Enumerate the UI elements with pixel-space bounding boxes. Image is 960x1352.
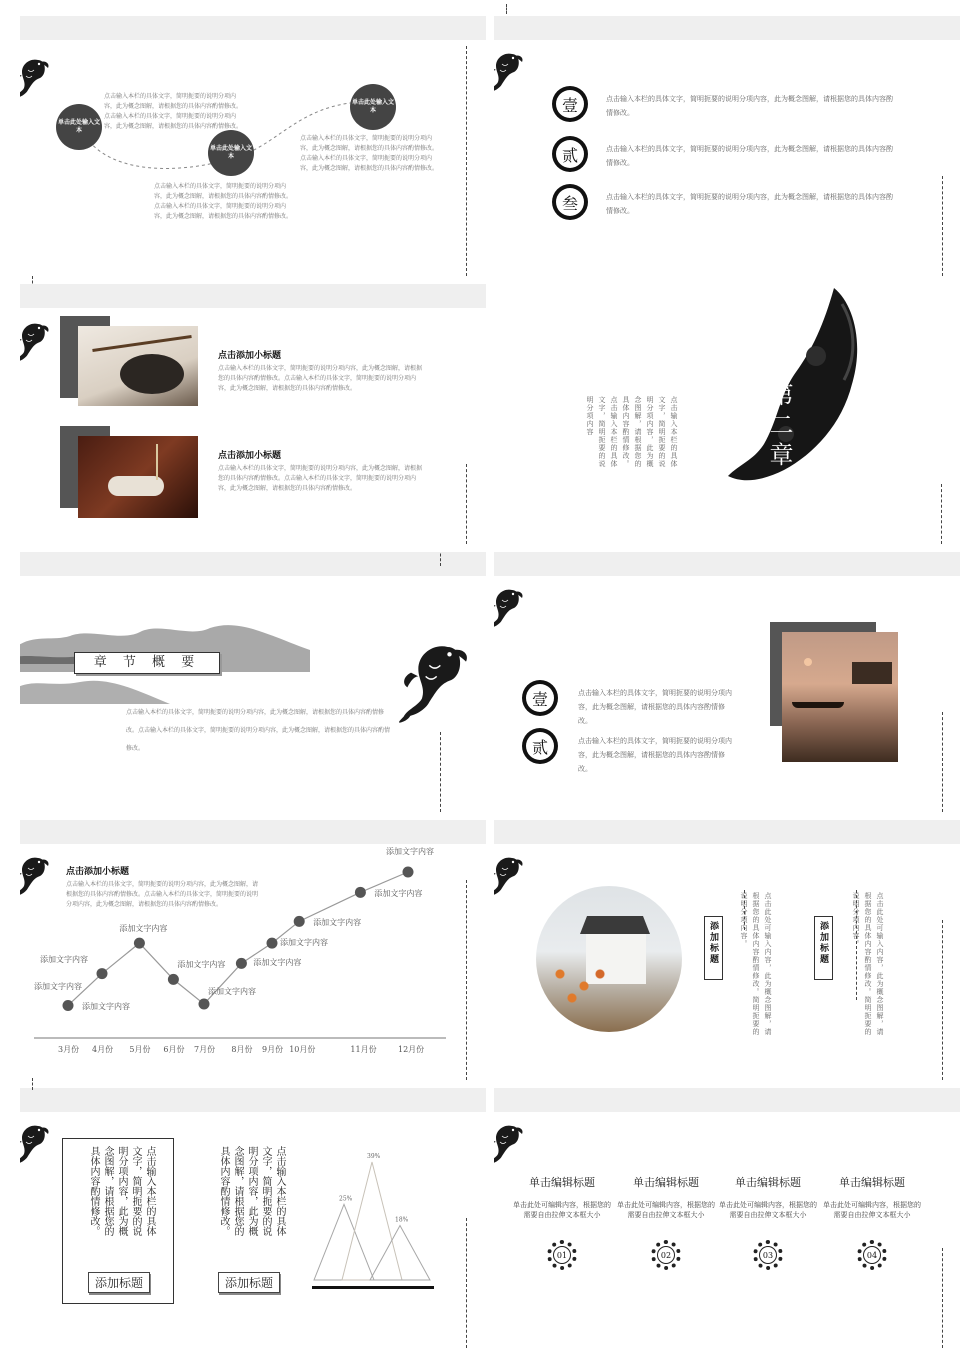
numeral-badge-3: [552, 184, 588, 220]
dashed-divider: [466, 46, 467, 276]
slide-top-bar: [20, 16, 486, 40]
badge-text-1: 点击输入本栏的具体文字，简明扼要的说明分项内容，此为概念图解，请根据您的具体内容酌情修改。: [606, 95, 893, 117]
data-point[interactable]: [63, 1000, 74, 1011]
chapter-title: 第二章: [765, 382, 793, 472]
slide-5[interactable]: [20, 552, 486, 812]
triangle-mark: [314, 1204, 374, 1280]
dashed-divider: [942, 1248, 943, 1348]
column-text-3: 单击此处可编辑内容，根据您的需要自由拉伸文本框大小: [719, 1201, 817, 1219]
x-tick-label: 5月份: [129, 1045, 151, 1054]
slide-2[interactable]: [494, 16, 960, 276]
section-title: 章 节 概 要: [93, 655, 201, 670]
line-chart: [20, 820, 486, 1080]
title-tag-1[interactable]: 添加标题: [704, 916, 723, 980]
vertical-text-1: 点击输入本栏的具体文字，简明扼要的说明分项内容，此为概念图解，请根据您的具体内容酌情修改。: [88, 1146, 155, 1236]
slide-top-bar: [20, 552, 486, 576]
numeral-char: 壹: [556, 90, 584, 118]
point-label: 添加文字内容: [280, 938, 328, 948]
number-ring-3: [753, 1240, 783, 1270]
process-node-label: 单击此处输入文本: [57, 119, 100, 134]
triangle-chart: [310, 1148, 440, 1294]
numeral-badge-2: [522, 728, 558, 764]
triangle-label: 25%: [339, 1195, 353, 1203]
chart-subtitle: 点击添加小标题: [66, 867, 130, 877]
triangle-label: 39%: [367, 1153, 381, 1160]
tag-text-2: 点击此处可输入内容，此为概念图解，请根据您的具体内容酌情修改。简明扼要的说明分项内容。: [852, 892, 884, 1036]
numeral-char: 叁: [556, 188, 584, 216]
column-text-1: 单击此处可编辑内容，根据您的需要自由拉伸文本框大小: [513, 1201, 611, 1219]
subtitle-text-1: 点击输入本栏的具体文字，简明扼要的说明分项内容，此为概念图解，请根据您的具体内容酌情修改。点击输入本栏的具体文字，简明扼要的说明分项内容，此为概念图解，请根据您的具体内容酌情修改。: [218, 365, 423, 392]
title-tag-2[interactable]: 添加标题: [218, 1272, 280, 1293]
x-tick-label: 6月份: [163, 1045, 185, 1054]
number-label: 01: [553, 1246, 571, 1264]
badge-text-2: 点击输入本栏的具体文字，简明扼要的说明分项内容，此为概念图解，请根据您的具体内容酌情修改。: [578, 737, 732, 773]
dashed-divider: [466, 880, 467, 1080]
data-point[interactable]: [403, 867, 414, 878]
title-tag-1[interactable]: 添加标题: [88, 1272, 150, 1293]
slide-top-bar: [494, 820, 960, 844]
x-tick-label: 8月份: [231, 1045, 253, 1054]
koi-fish-icon: [20, 54, 50, 102]
slide-10[interactable]: [494, 1088, 960, 1348]
point-label: 添加文字内容: [208, 987, 256, 997]
number-ring-4: [857, 1240, 887, 1270]
process-node-label: 单击此处输入文本: [351, 99, 394, 114]
column-title-3: 单击编辑标题: [735, 1176, 801, 1189]
slide-8[interactable]: [494, 820, 960, 1080]
dashed-divider: [440, 552, 441, 566]
vertical-text-2: 点击输入本栏的具体文字，简明扼要的说明分项内容，此为概念图解，请根据您的具体内容酌情修改。: [218, 1146, 285, 1236]
slide-4[interactable]: [494, 284, 960, 544]
chapter-vertical-text: 点击输入本栏的具体文字，简明扼要的说明分项内容，此为概念图解，请根据您的具体内容酌情修改。点击输入本栏的具体文字，简明扼要的说明分项内容: [586, 396, 678, 468]
dashed-divider: [440, 732, 441, 812]
koi-fish-icon: [20, 1120, 50, 1168]
x-tick-label: 3月份: [58, 1045, 80, 1054]
point-label: 添加文字内容: [82, 1002, 130, 1012]
numeral-char: 贰: [526, 732, 554, 760]
point-label: 添加文字内容: [374, 889, 423, 899]
point-label: 添加文字内容: [40, 954, 88, 964]
slide-top-bar: [20, 284, 486, 308]
dashed-divider: [856, 890, 857, 1000]
slide-1[interactable]: [20, 16, 486, 276]
point-label: 添加文字内容: [313, 918, 362, 928]
slide-top-bar: [494, 552, 960, 576]
column-text-4: 单击此处可编辑内容，根据您的需要自由拉伸文本框大小: [823, 1201, 921, 1219]
triangle-label: 18%: [395, 1216, 409, 1224]
slide-9[interactable]: [20, 1088, 486, 1348]
slide-7[interactable]: [20, 820, 486, 1080]
slide-top-bar: [20, 1088, 486, 1112]
numeral-char: 贰: [556, 140, 584, 168]
process-node-2[interactable]: [208, 130, 254, 176]
brush-photo: [78, 326, 198, 406]
process-text-2: 点击输入本栏的具体文字，简明扼要的说明分项内容，此为概念图解，请根据您的具体内容酌情修改。点击输入本栏的具体文字，简明扼要的说明分项内容，此为概念图解，请根据您的具体内容酌情修改。: [154, 183, 293, 220]
koi-fish-icon: [494, 1120, 524, 1168]
ink-stone: [120, 354, 184, 394]
data-point[interactable]: [199, 999, 210, 1010]
x-tick-label: 11月份: [350, 1045, 377, 1054]
numeral-badge-1: [522, 680, 558, 716]
process-node-3[interactable]: [350, 84, 396, 130]
point-label: 添加文字内容: [253, 958, 302, 968]
data-point[interactable]: [236, 958, 247, 969]
incense-stick: [156, 444, 158, 480]
number-label: 04: [863, 1246, 881, 1264]
process-node-label: 单击此处输入文本: [209, 145, 252, 160]
slide-top-bar: [494, 16, 960, 40]
number-label: 03: [759, 1246, 777, 1264]
point-label: 添加文字内容: [119, 924, 168, 934]
number-label: 02: [657, 1246, 675, 1264]
boat: [792, 702, 844, 708]
x-tick-label: 9月份: [262, 1045, 284, 1054]
badge-text-3: 点击输入本栏的具体文字，简明扼要的说明分项内容，此为概念图解，请根据您的具体内容酌情修改。: [606, 193, 893, 215]
data-point[interactable]: [134, 938, 145, 949]
x-tick-label: 7月份: [194, 1045, 216, 1054]
sunset-lake-photo: [782, 632, 898, 762]
sun: [804, 658, 812, 666]
number-ring-1: [547, 1240, 577, 1270]
brush: [92, 335, 191, 352]
koi-fish-icon: [494, 852, 524, 900]
chart-subtitle-text: 点击输入本栏的具体文字，简明扼要的说明分项内容，此为概念图解，请根据您的具体内容酌情修改。点击输入本栏的具体文字，简明扼要的说明分项内容，此为概念图解，请根据您的具体内容酌情修改。: [66, 881, 259, 908]
process-text-1: 点击输入本栏的具体文字，简明扼要的说明分项内容，此为概念图解，请根据您的具体内容酌情修改。点击输入本栏的具体文字，简明扼要的说明分项内容，此为概念图解，请根据您的具体内容酌情修改。: [104, 93, 243, 130]
data-point[interactable]: [355, 887, 366, 898]
dashed-divider: [941, 484, 942, 544]
section-text: 点击输入本栏的具体文字，简明扼要的说明分项内容，此为概念图解，请根据您的具体内容酌情修改。点击输入本栏的具体文字，简明扼要的说明分项内容，此为概念图解，请根据您的具体内容酌情修改。: [126, 709, 391, 752]
point-label: 添加文字内容: [177, 960, 226, 970]
section-title-box: [74, 652, 220, 674]
dashed-divider: [942, 712, 943, 812]
numeral-badge-1: [552, 86, 588, 122]
koi-fish-icon: [494, 48, 524, 96]
slide-top-bar: [494, 1088, 960, 1112]
x-tick-label: 10月份: [289, 1045, 316, 1054]
data-point[interactable]: [168, 974, 179, 985]
roof: [580, 916, 650, 934]
koi-fish-icon: [20, 318, 50, 366]
slide-marker: [32, 1078, 33, 1090]
numeral-badge-2: [552, 136, 588, 172]
slide-marker: [506, 4, 507, 14]
incense-photo: [78, 436, 198, 518]
subtitle-1: 点击添加小标题: [218, 351, 282, 361]
column-text-2: 单击此处可编辑内容，根据您的需要自由拉伸文本框大小: [617, 1201, 715, 1219]
koi-fish-icon: [396, 636, 470, 724]
dashed-divider: [942, 176, 943, 276]
tag-text-1: 点击此处可输入内容，此为概念图解，请根据您的具体内容酌情修改。简明扼要的说明分项内容。: [740, 892, 772, 1036]
koi-fish-icon: [494, 584, 524, 632]
dashed-divider: [744, 890, 745, 930]
title-tag-2[interactable]: 添加标题: [814, 916, 833, 980]
column-title-2: 单击编辑标题: [633, 1176, 699, 1189]
data-point[interactable]: [97, 968, 108, 979]
process-text-3: 点击输入本栏的具体文字，简明扼要的说明分项内容，此为概念图解，请根据您的具体内容酌情修改。点击输入本栏的具体文字，简明扼要的说明分项内容，此为概念图解，请根据您的具体内容酌情修改。: [300, 135, 439, 172]
dashed-divider: [466, 1218, 467, 1348]
dashed-divider: [466, 464, 467, 544]
numeral-char: 壹: [526, 684, 554, 712]
badge-text-1: 点击输入本栏的具体文字，简明扼要的说明分项内容，此为概念图解，请根据您的具体内容酌情修改。: [578, 689, 732, 725]
column-title-1: 单击编辑标题: [529, 1176, 595, 1189]
x-tick-label: 12月份: [398, 1045, 425, 1054]
point-label: 添加文字内容: [34, 982, 82, 992]
persimmon-branch: [544, 956, 624, 1016]
badge-text-2: 点击输入本栏的具体文字，简明扼要的说明分项内容，此为概念图解，请根据您的具体内容酌情修改。: [606, 145, 893, 167]
point-label: 添加文字内容: [386, 847, 434, 856]
slide-3[interactable]: [20, 284, 486, 544]
data-point[interactable]: [294, 916, 305, 927]
number-ring-2: [651, 1240, 681, 1270]
data-point[interactable]: [267, 938, 278, 949]
pavilion: [852, 662, 892, 684]
x-tick-label: 4月份: [92, 1045, 114, 1054]
ink-splash: [724, 284, 884, 504]
chart-baseline: [312, 1286, 434, 1289]
slide-6[interactable]: [494, 552, 960, 812]
dashed-divider: [942, 920, 943, 1080]
process-node-1[interactable]: [56, 104, 102, 150]
column-title-4: 单击编辑标题: [839, 1176, 905, 1189]
architecture-round-photo: [536, 886, 682, 1032]
subtitle-text-2: 点击输入本栏的具体文字，简明扼要的说明分项内容，此为概念图解，请根据您的具体内容酌情修改。点击输入本栏的具体文字，简明扼要的说明分项内容，此为概念图解，请根据您的具体内容酌情修改。: [218, 465, 423, 492]
subtitle-2: 点击添加小标题: [218, 451, 282, 461]
